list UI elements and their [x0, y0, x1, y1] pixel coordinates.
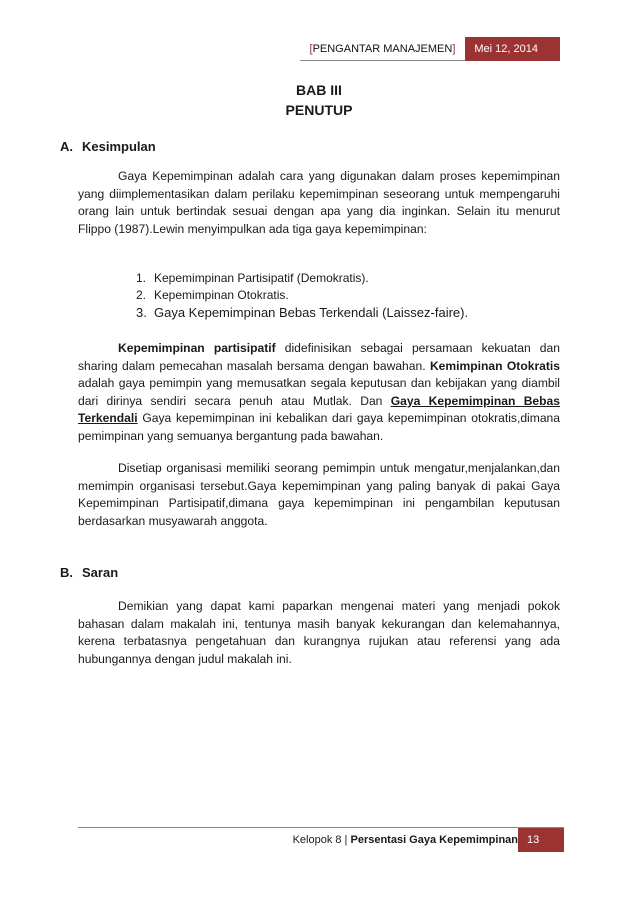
chapter-heading [0, 80, 638, 120]
term-partisipatif: Kepemimpinan partisipatif [118, 341, 276, 355]
term-otokratis: Kemimpinan Otokratis [429, 358, 560, 373]
section-b-paragraph: Demikian yang dapat kami paparkan mengenai materi yang menjadi pokok bahasan dalam makalah ini, tentunya masih banyak kekurangan dan kelemahannya, kerena terbatasnya pengetahuan dan kurangnya rujukan atau referensi yang ada hubungannya dengan judul makalah ini. [78, 599, 560, 666]
leadership-style-list [136, 270, 468, 323]
section-a-paragraph-3: Disetiap organisasi memiliki seorang pemimpin untuk mengatur,menjalankan,dan memimpin organisasi tersebut.Gaya kepemimpinan yang paling banyak di pakai Gaya Kepemimpinan Partisipatif,dimana gaya kepemimpinan ini pengambilan keputusan berdasarkan musyawarah anggota. [78, 461, 560, 528]
header-bracket-close: ] [452, 43, 456, 55]
chapter-number: BAB III [296, 82, 342, 98]
term-bebas-terkendali: Gaya Kepemimpinan Bebas Terkendali [78, 393, 560, 426]
header-title-text: PENGANTAR MANAJEMEN [312, 43, 453, 55]
list-item: 1. Kepemimpinan Partisipatif (Demokratis). [136, 271, 369, 285]
header-date: Mei 12, 2014 [465, 37, 560, 61]
page-footer [78, 827, 564, 852]
footer-title: Persentasi Gaya Kepemimpinan [350, 834, 518, 846]
footer-separator: | [341, 834, 351, 846]
section-a-number: A. [60, 139, 73, 154]
page-number: 13 [518, 828, 564, 852]
section-a-intro-text: Gaya Kepemimpinan adalah cara yang digunakan dalam proses kepemimpinan yang diimplementasikan dalam perilaku kepemimpinan seseorang untuk mempengaruhi orang lain untuk bertindak sesuai dengan apa yang dia inginkan. Selain itu menurut Flippo (1987).Lewin menyimpulkan ada tiga gaya kepemimpinan: [78, 169, 560, 236]
footer-group: Kelopok 8 [292, 834, 342, 846]
list-item: 3. Gaya Kepemimpinan Bebas Terkendali (Laissez-faire). [136, 305, 469, 320]
chapter-title: PENUTUP [285, 102, 353, 118]
footer-text [293, 828, 518, 852]
section-a-heading [60, 139, 156, 154]
list-item: 2. Kepemimpinan Otokratis. [136, 288, 289, 302]
section-a-intro [78, 168, 560, 238]
page-header [300, 37, 561, 61]
section-b-number: B. [60, 565, 73, 580]
header-title [300, 37, 466, 61]
section-a-paragraph-2: Kepemimpinan partisipatif didefinisikan sebagai persamaan kekuatan dan sharing dalam pemecahan masalah bersama dengan bawahan. Kemimpinan Otokratis adalah gaya pemimpin yang memusatkan segala keputusan dan kebijakan yang diambil dari dirinya sendiri secara penuh atau Mutlak. Dan Gaya Kepemimpinan Bebas Terkendali Gaya kepemimpinan ini kebalikan dari gaya kepemimpinan otokratis,dimana pemimpinan yang semuanya bergantung pada bawahan. [78, 341, 560, 443]
section-b-title: Saran [82, 565, 119, 580]
section-b-heading [60, 565, 118, 580]
header-bracket-open: [ [309, 43, 313, 55]
section-a-title: Kesimpulan [82, 139, 156, 154]
